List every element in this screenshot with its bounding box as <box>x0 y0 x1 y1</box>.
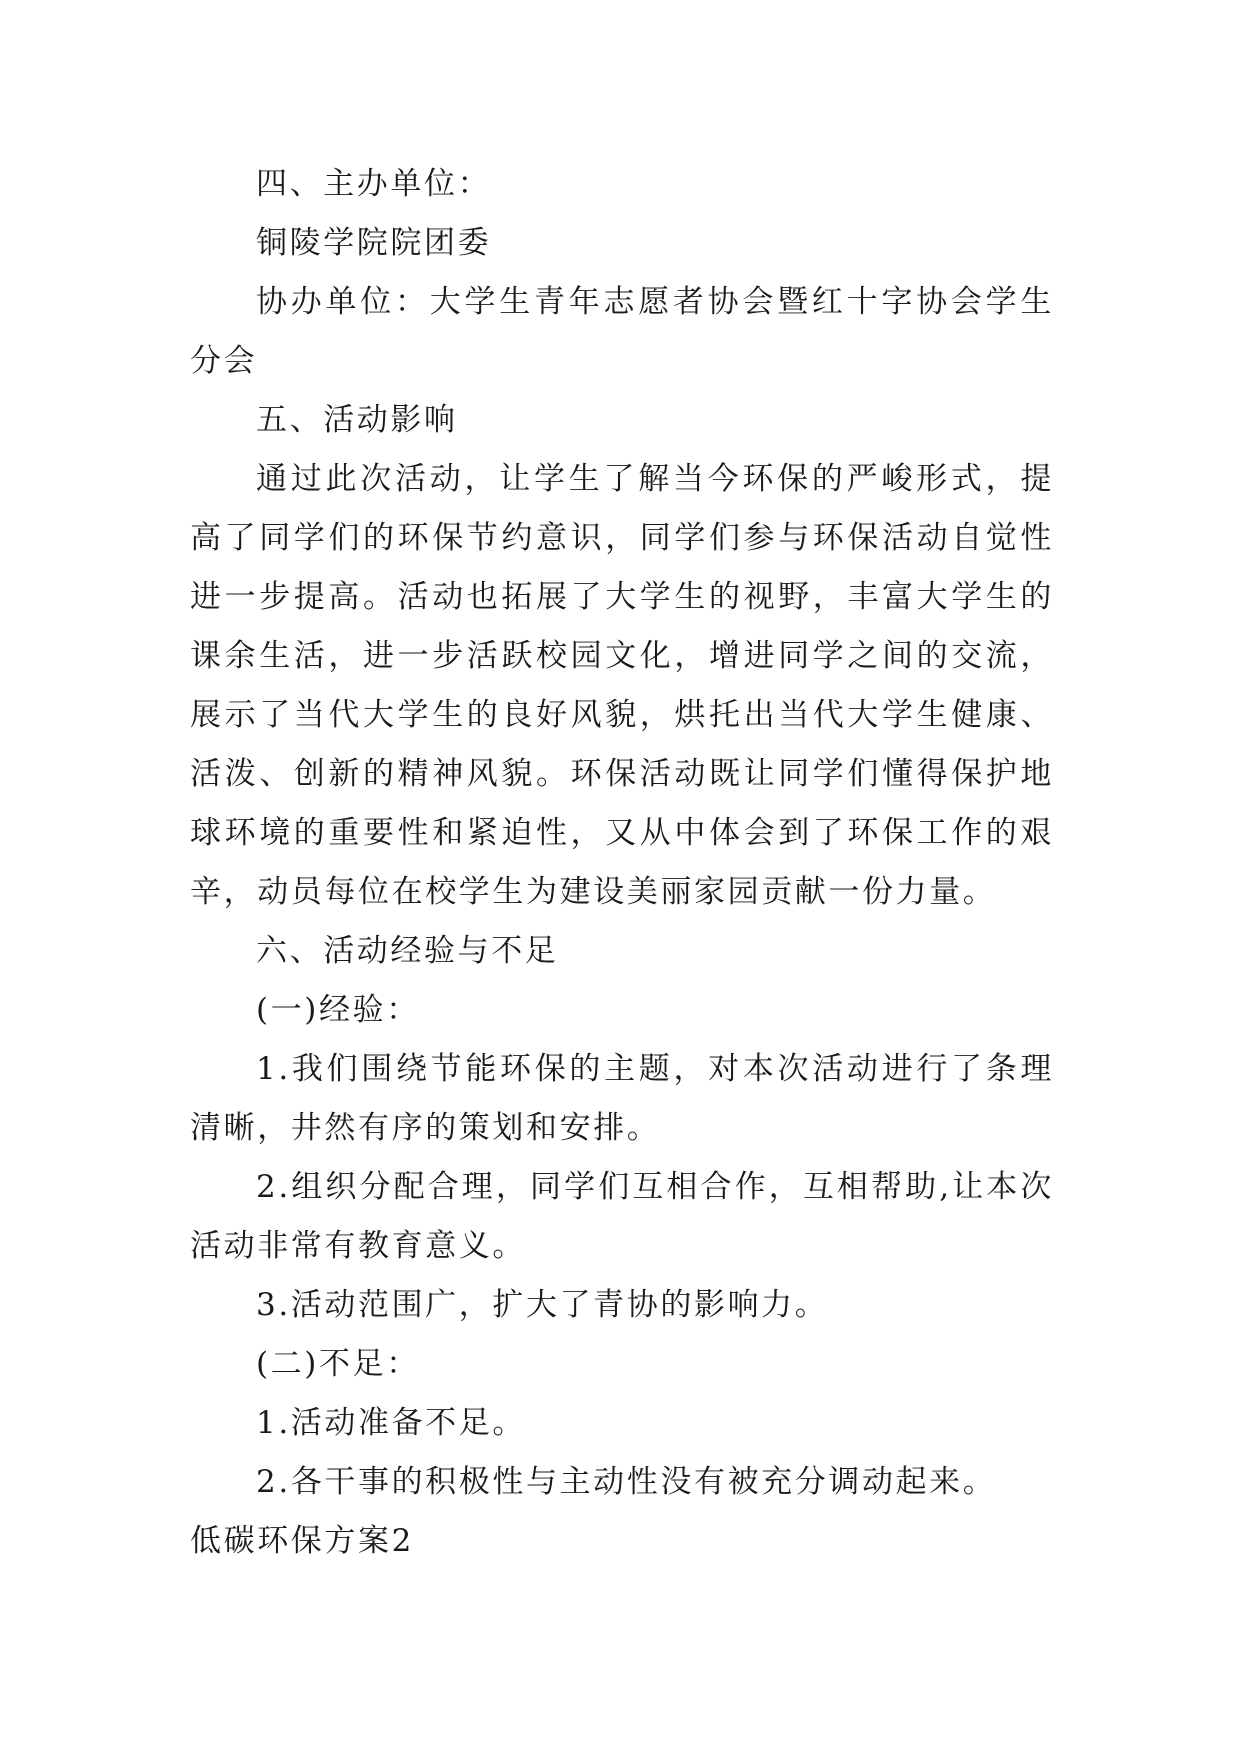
shortcoming-subheading: (二)不足： <box>256 1346 420 1382</box>
experience-item-1: 1.我们围绕节能环保的主题，对本次活动进行了条理清晰，井然有序的策划和安排。 <box>190 1051 1054 1146</box>
document-body <box>190 155 1054 1571</box>
organizer-name: 铜陵学院院团委 <box>256 225 492 261</box>
experience-item-3: 3.活动范围广，扩大了青协的影响力。 <box>256 1287 829 1323</box>
shortcoming-item-1: 1.活动准备不足。 <box>256 1405 526 1441</box>
co-organizer-paragraph: 协办单位：大学生青年志愿者协会暨红十字协会学生分会 <box>190 284 1054 379</box>
section-heading-experience-shortcomings: 六、活动经验与不足 <box>256 933 559 969</box>
section-heading-organizer: 四、主办单位： <box>256 166 492 202</box>
experience-subheading: (一)经验： <box>256 992 420 1028</box>
impact-paragraph: 通过此次活动，让学生了解当今环保的严峻形式，提高了同学们的环保节约意识，同学们参与环保活动自觉性进一步提高。活动也拓展了大学生的视野，丰富大学生的课余生活，进一步活跃校园文化，增进同学之间的交流，展示了当代大学生的良好风貌，烘托出当代大学生健康、活泼、创新的精神风貌。环保活动既让同学们懂得保护地球环境的重要性和紧迫性，又从中体会到了环保工作的艰辛，动员每位在校学生为建设美丽家园贡献一份力量。 <box>190 461 1054 910</box>
section-heading-impact: 五、活动影响 <box>256 402 458 438</box>
next-section-title: 低碳环保方案2 <box>190 1523 414 1559</box>
experience-item-2: 2.组织分配合理，同学们互相合作，互相帮助,让本次活动非常有教育意义。 <box>190 1169 1054 1264</box>
shortcoming-item-2: 2.各干事的积极性与主动性没有被充分调动起来。 <box>256 1464 997 1500</box>
